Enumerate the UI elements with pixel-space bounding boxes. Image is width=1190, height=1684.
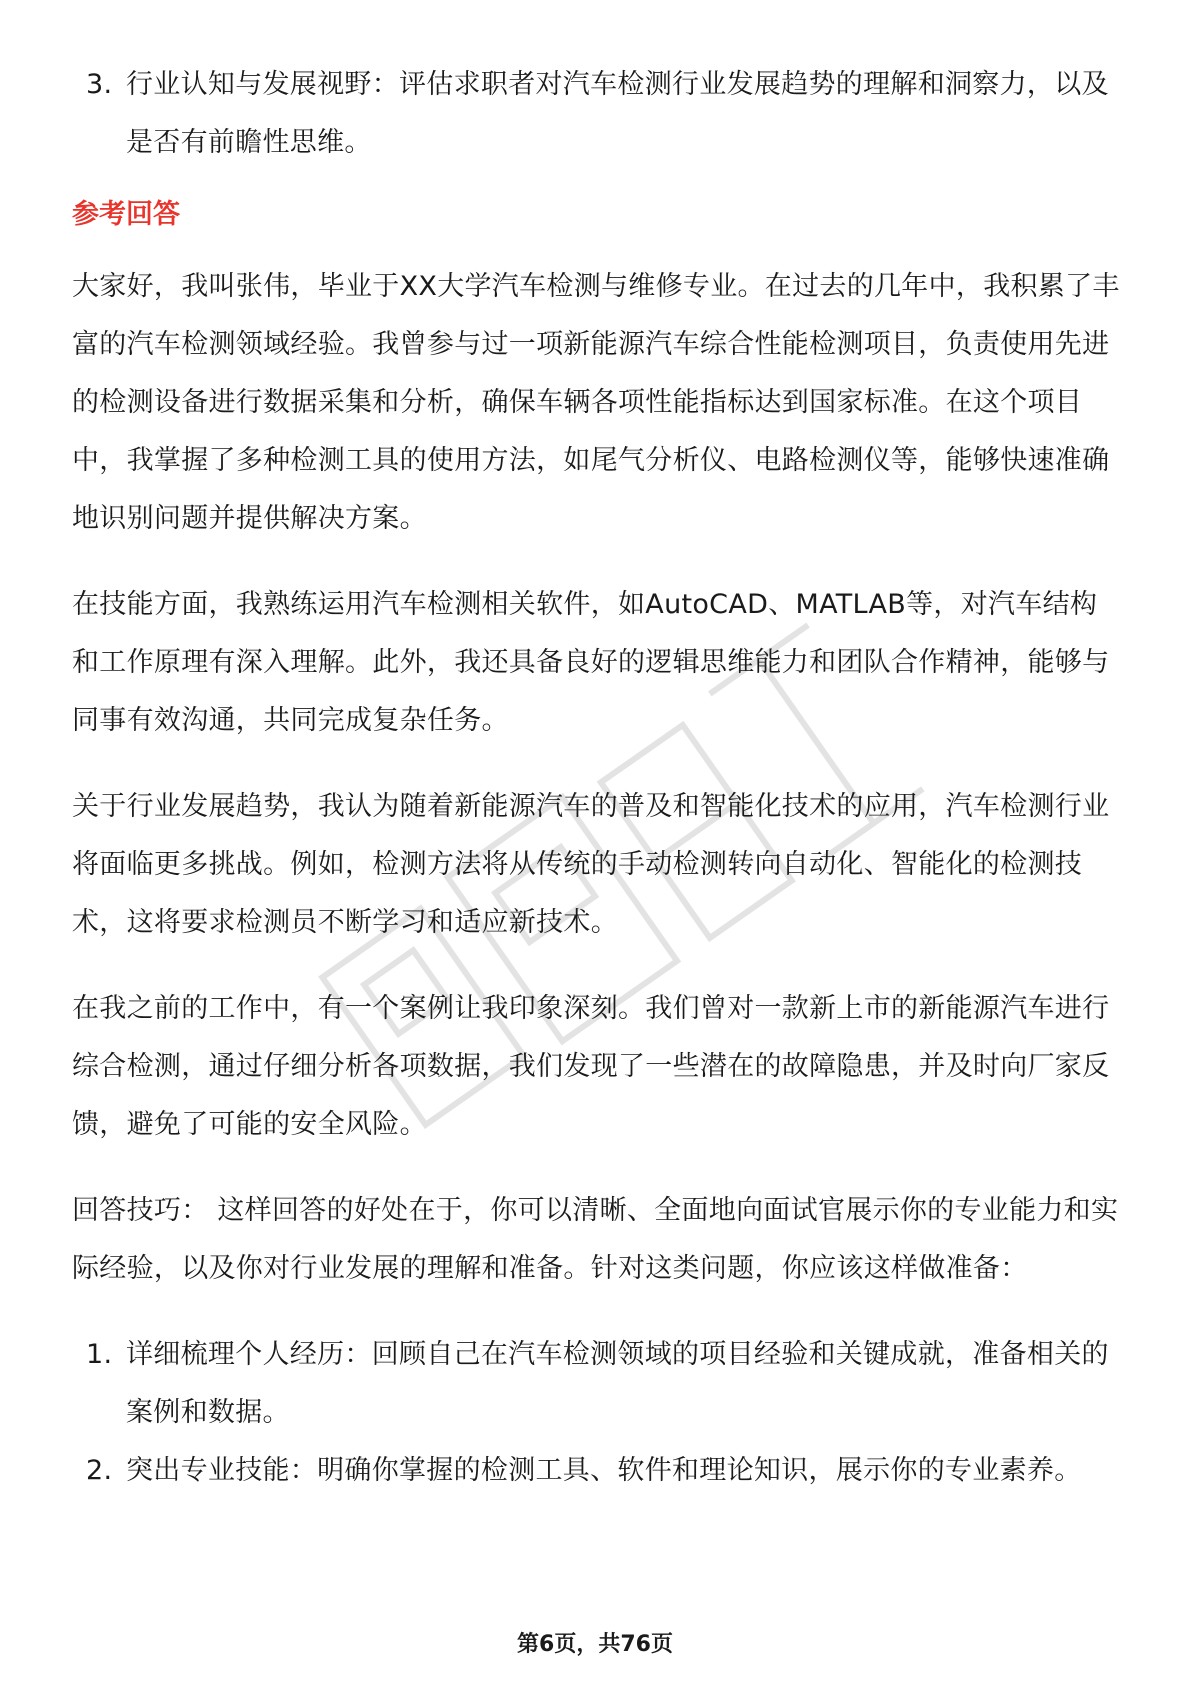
main-content xyxy=(72,56,1122,1500)
list-number: 1. xyxy=(86,1339,113,1370)
list-item xyxy=(72,56,1122,172)
tips-list xyxy=(72,1326,1122,1500)
list-item xyxy=(72,1326,1122,1442)
answer-paragraph: 关于行业发展趋势，我认为随着新能源汽车的普及和智能化技术的应用，汽车检测行业将面临更多挑战。例如，检测方法将从传统的手动检测转向自动化、智能化的检测技术，这将要求检测员不断学习和适应新技术。 xyxy=(72,791,1110,938)
page-footer: 第6页，共76页 xyxy=(517,1632,673,1657)
list-number: 3. xyxy=(86,69,113,100)
list-text: 行业认知与发展视野：评估求职者对汽车检测行业发展趋势的理解和洞察力，以及是否有前瞻性思维。 xyxy=(126,69,1109,158)
list-item xyxy=(72,1442,1122,1500)
list-text: 详细梳理个人经历：回顾自己在汽车检测领域的项目经验和关键成就，准备相关的案例和数据。 xyxy=(126,1339,1109,1428)
top-list xyxy=(72,56,1122,172)
list-number: 2. xyxy=(86,1455,113,1486)
tips-paragraph: 回答技巧： 这样回答的好处在于，你可以清晰、全面地向面试官展示你的专业能力和实际经验，以及你对行业发展的理解和准备。针对这类问题，你应该这样做准备： xyxy=(72,1195,1119,1284)
answer-paragraph: 在我之前的工作中，有一个案例让我印象深刻。我们曾对一款新上市的新能源汽车进行综合检测，通过仔细分析各项数据，我们发现了一些潜在的故障隐患，并及时向厂家反馈，避免了可能的安全风险。 xyxy=(72,993,1110,1140)
list-text: 突出专业技能：明确你掌握的检测工具、软件和理论知识，展示你的专业素养。 xyxy=(126,1455,1082,1486)
answer-paragraph: 在技能方面，我熟练运用汽车检测相关软件，如AutoCAD、MATLAB等，对汽车结构和工作原理有深入理解。此外，我还具备良好的逻辑思维能力和团队合作精神，能够与同事有效沟通，共同完成复杂任务。 xyxy=(72,589,1110,736)
answer-paragraph: 大家好，我叫张伟，毕业于XX大学汽车检测与维修专业。在过去的几年中，我积累了丰富的汽车检测领域经验。我曾参与过一项新能源汽车综合性能检测项目，负责使用先进的检测设备进行数据采集和分析，确保车辆各项性能指标达到国家标准。在这个项目中，我掌握了多种检测工具的使用方法，如尾气分析仪、电路检测仪等，能够快速准确地识别问题并提供解决方案。 xyxy=(72,271,1120,534)
section-heading: 参考回答 xyxy=(72,199,180,230)
